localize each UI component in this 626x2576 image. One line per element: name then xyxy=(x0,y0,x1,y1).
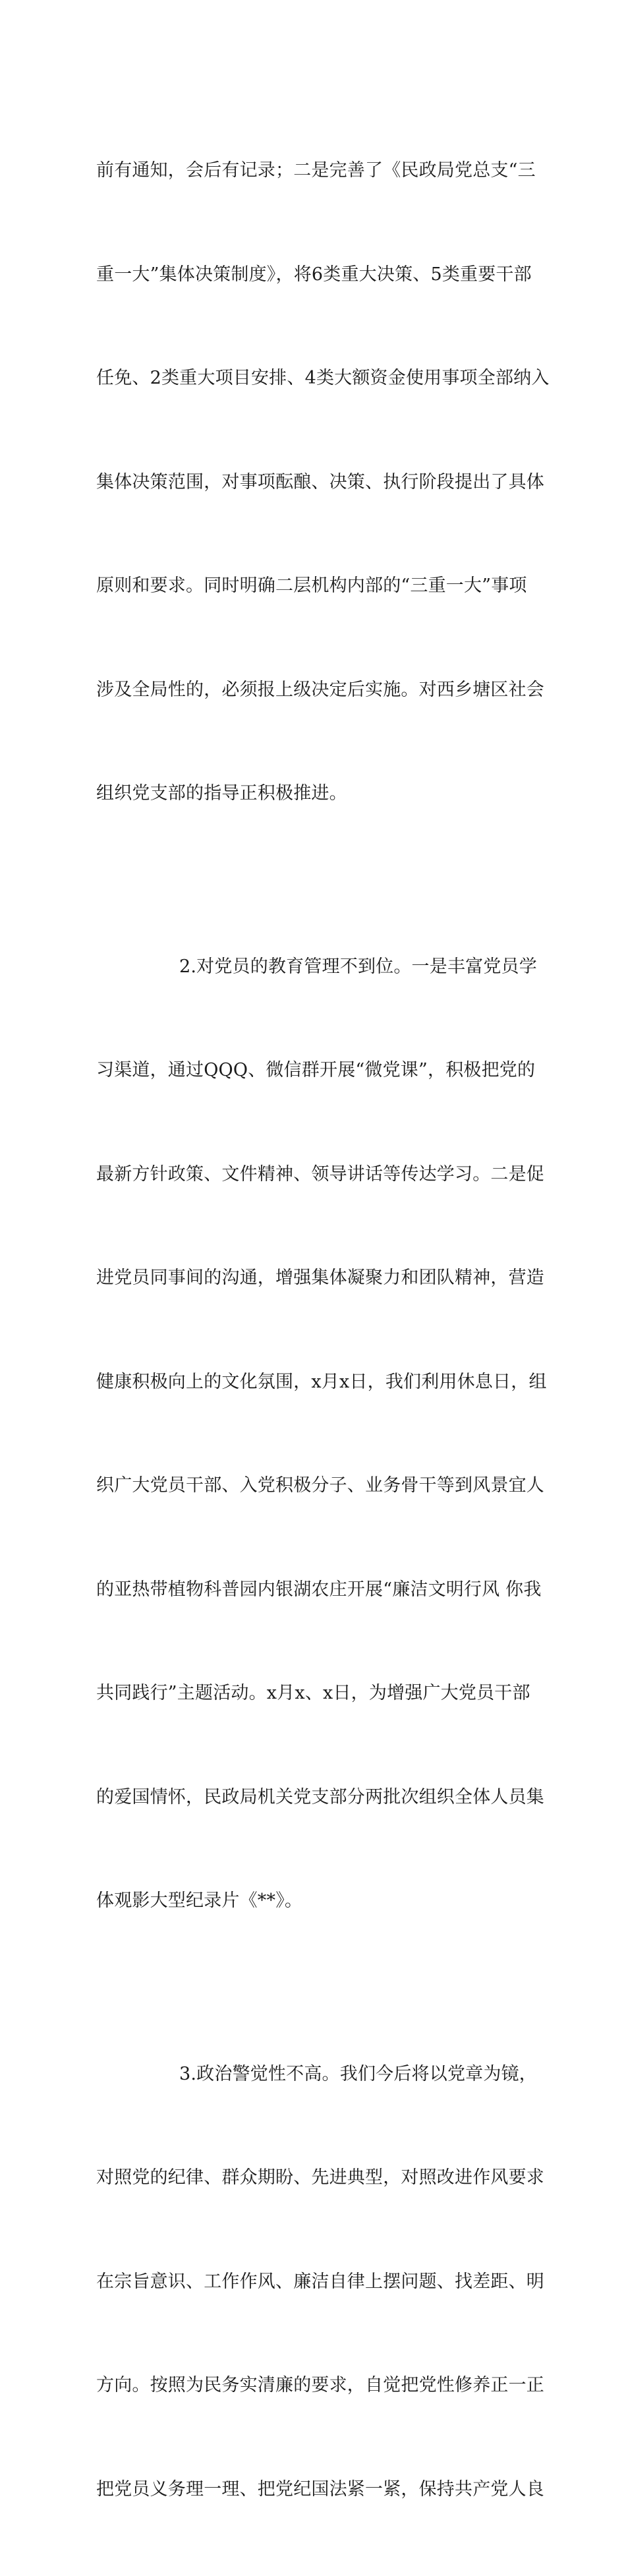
text-line: 前有通知，会后有记录；二是完善了《民政局党总支“三 xyxy=(96,154,536,189)
text-line-heading: 2.对党员的教育管理不到位。一是丰富党员学 xyxy=(96,950,536,985)
document-page xyxy=(0,0,626,886)
text-line: 任免、2类重大项目安排、4类大额资金使用事项全部纳入 xyxy=(96,361,536,396)
text-line: 体观影大型纪录片《**》。 xyxy=(96,1884,536,1919)
text-line: 最新方针政策、文件精神、领导讲话等传达学习。二是促 xyxy=(96,1157,536,1192)
text-line: 织广大党员干部、入党积极分子、业务骨干等到风景宜人 xyxy=(96,1469,536,1504)
document-body xyxy=(96,84,536,2576)
text-line: 组织党支部的指导正积极推进。 xyxy=(96,776,536,811)
text-line: 重一大”集体决策制度》，将6类重大决策、5类重要干部 xyxy=(96,258,536,293)
text-line: 对照党的纪律、群众期盼、先进典型，对照改进作风要求 xyxy=(96,2161,536,2196)
text-line: 健康积极向上的文化氛围，x月x日，我们利用休息日，组 xyxy=(96,1365,536,1400)
text-line: 进党员同事间的沟通，增强集体凝聚力和团队精神，营造 xyxy=(96,1261,536,1296)
text-line: 涉及全局性的，必须报上级决定后实施。对西乡塘区社会 xyxy=(96,673,536,708)
text-line: 的爱国情怀，民政局机关党支部分两批次组织全体人员集 xyxy=(96,1780,536,1815)
paragraph-political-vigilance xyxy=(96,1988,536,2576)
text-line: 的亚热带植物科普园内银湖农庄开展“廉洁文明行风 你我 xyxy=(96,1573,536,1608)
text-line: 原则和要求。同时明确二层机构内部的“三重一大”事项 xyxy=(96,569,536,604)
text-line: 共同践行”主题活动。x月x、x日，为增强广大党员干部 xyxy=(96,1676,536,1711)
text-line-heading: 3.政治警觉性不高。我们今后将以党章为镜， xyxy=(96,2057,536,2092)
paragraph-party-education xyxy=(96,881,536,1988)
text-line: 把党员义务理一理、把党纪国法紧一紧，保持共产党人良 xyxy=(96,2473,536,2507)
text-line: 集体决策范围，对事项酝酿、决策、执行阶段提出了具体 xyxy=(96,465,536,500)
paragraph-decision-system xyxy=(96,84,536,881)
text-line: 方向。按照为民务实清廉的要求，自觉把党性修养正一正 xyxy=(96,2368,536,2403)
text-line: 习渠道，通过QQQ、微信群开展“微党课”，积极把党的 xyxy=(96,1053,536,1088)
text-line: 在宗旨意识、工作作风、廉洁自律上摆问题、找差距、明 xyxy=(96,2265,536,2300)
